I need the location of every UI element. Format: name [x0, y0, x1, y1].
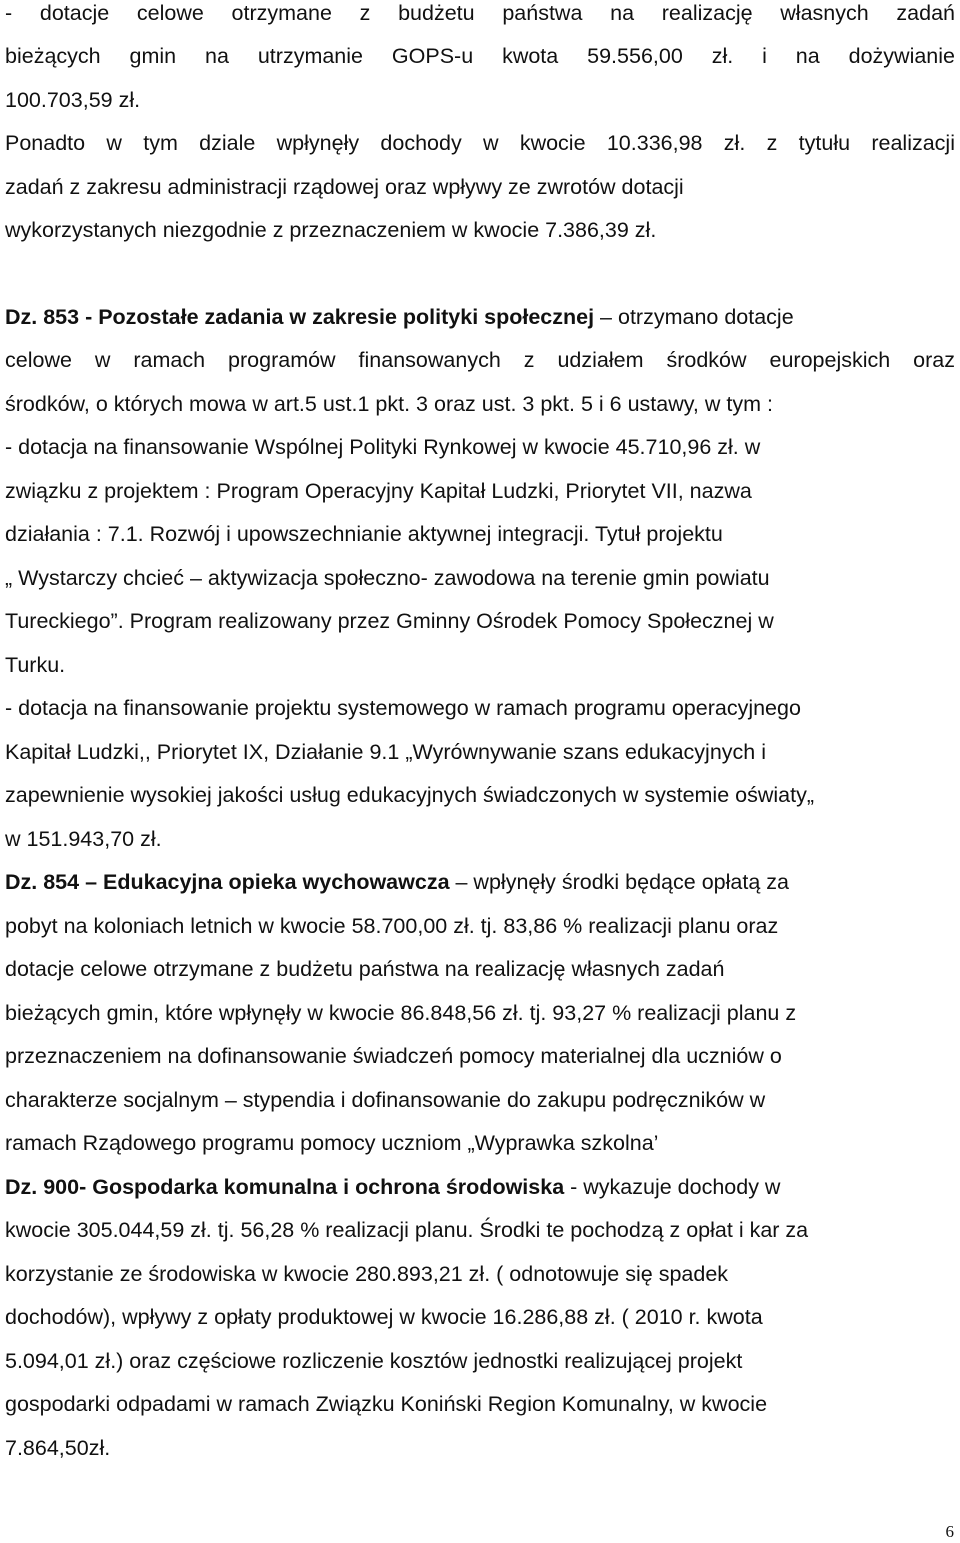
text-fragment: – otrzymano dotacje [594, 305, 794, 329]
text-line: celowe w ramach programów finansowanych z udziałem środków europejskich oraz [5, 348, 955, 372]
text-line: - dotacja na finansowanie projektu systemowego w ramach programu operacyjnego [5, 696, 801, 720]
text-line: Tureckiego”. Program realizowany przez Gminny Ośrodek Pomocy Społecznej w [5, 609, 774, 633]
text-line: związku z projektem : Program Operacyjny Kapitał Ludzki, Priorytet VII, nazwa [5, 479, 752, 503]
text-line: charakterze socjalnym – stypendia i dofinansowanie do zakupu podręczników w [5, 1088, 766, 1112]
text-fragment: - wykazuje dochody w [564, 1175, 781, 1199]
text-line: bieżących gmin na utrzymanie GOPS-u kwota 59.556,00 zł. i na dożywianie [5, 44, 955, 68]
section-854-first-line [5, 869, 789, 895]
text-line: korzystanie ze środowiska w kwocie 280.893,21 zł. ( odnotowuje się spadek [5, 1262, 729, 1286]
text-line: środków, o których mowa w art.5 ust.1 pkt. 3 oraz ust. 3 pkt. 5 i 6 ustawy, w tym : [5, 392, 773, 416]
text-line: kwocie 305.044,59 zł. tj. 56,28 % realizacji planu. Środki te pochodzą z opłat i kar za [5, 1218, 809, 1242]
text-line: wykorzystanych niezgodnie z przeznaczeniem w kwocie 7.386,39 zł. [5, 218, 657, 242]
text-line: 100.703,59 zł. [5, 88, 141, 112]
section-854-heading: Dz. 854 – Edukacyjna opieka wychowawcza [5, 870, 450, 894]
text-line: zadań z zakresu administracji rządowej oraz wpływy ze zwrotów dotacji [5, 175, 684, 199]
text-line: zapewnienie wysokiej jakości usług edukacyjnych świadczonych w systemie oświaty„ [5, 783, 814, 807]
text-fragment: – wpłynęły środki będące opłatą za [449, 870, 789, 894]
text-line: bieżących gmin, które wpłynęły w kwocie 86.848,56 zł. tj. 93,27 % realizacji planu z [5, 1001, 797, 1025]
section-853-heading: Dz. 853 - Pozostałe zadania w zakresie polityki społecznej [5, 305, 595, 329]
text-line: - dotacje celowe otrzymane z budżetu państwa na realizację własnych zadań [5, 1, 955, 25]
text-line: Ponadto w tym dziale wpłynęły dochody w kwocie 10.336,98 zł. z tytułu realizacji [5, 131, 955, 155]
text-line: - dotacja na finansowanie Wspólnej Polityki Rynkowej w kwocie 45.710,96 zł. w [5, 435, 761, 459]
text-line: pobyt na koloniach letnich w kwocie 58.700,00 zł. tj. 83,86 % realizacji planu oraz [5, 914, 779, 938]
section-900-first-line [5, 1174, 780, 1200]
text-line: 5.094,01 zł.) oraz częściowe rozliczenie kosztów jednostki realizującej projekt [5, 1349, 743, 1373]
text-line: „ Wystarczy chcieć – aktywizacja społeczno- zawodowa na terenie gmin powiatu [5, 566, 770, 590]
text-line: działania : 7.1. Rozwój i upowszechnianie aktywnej integracji. Tytuł projektu [5, 522, 723, 546]
page-number: 6 [945, 1522, 954, 1541]
text-line: Kapitał Ludzki,, Priorytet IX, Działanie 9.1 „Wyrównywanie szans edukacyjnych i [5, 740, 767, 764]
text-line: dochodów), wpływy z opłaty produktowej w kwocie 16.286,88 zł. ( 2010 r. kwota [5, 1305, 763, 1329]
section-900-heading: Dz. 900- Gospodarka komunalna i ochrona środowiska [5, 1175, 565, 1199]
text-line: dotacje celowe otrzymane z budżetu państwa na realizację własnych zadań [5, 957, 725, 981]
text-line: przeznaczeniem na dofinansowanie świadczeń pomocy materialnej dla uczniów o [5, 1044, 782, 1068]
text-line: gospodarki odpadami w ramach Związku Koniński Region Komunalny, w kwocie [5, 1392, 768, 1416]
text-line: 7.864,50zł. [5, 1436, 111, 1460]
text-line: Turku. [5, 653, 66, 677]
section-853-first-line [5, 304, 794, 330]
text-line: w 151.943,70 zł. [5, 827, 162, 851]
text-line: ramach Rządowego programu pomocy uczniom „Wyprawka szkolna’ [5, 1131, 659, 1155]
